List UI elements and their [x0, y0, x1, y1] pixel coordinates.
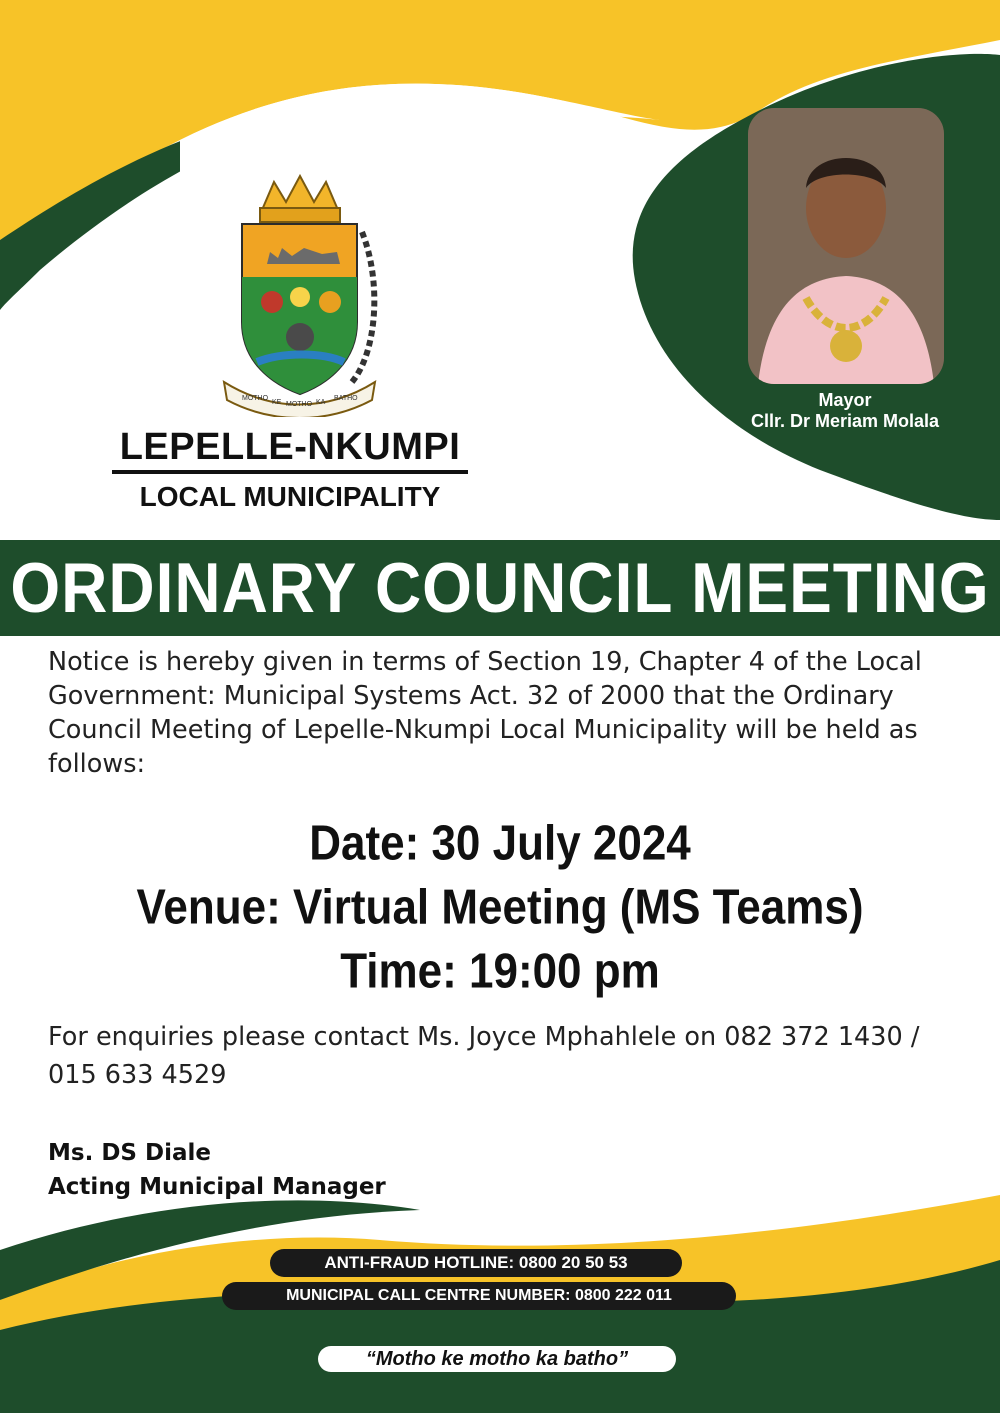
motto-word: BATHO — [334, 395, 358, 402]
municipality-name-line1: LEPELLE-NKUMPI — [112, 426, 468, 474]
slogan: “Motho ke motho ka batho” — [318, 1346, 676, 1372]
municipal-crest-icon — [212, 172, 387, 417]
call-centre-number: MUNICIPAL CALL CENTRE NUMBER: 0800 222 011 — [222, 1282, 736, 1310]
mayor-name: Cllr. Dr Meriam Molala — [750, 411, 940, 431]
signatory — [48, 1136, 648, 1204]
signatory-title: Acting Municipal Manager — [48, 1174, 386, 1200]
notice-text: Notice is hereby given in terms of Section 19, Chapter 4 of the Local Government: Municipal Systems Act. 32 of 2000 that the Ordinary Council Meeting of Lepelle-Nkumpi Local Municipality will be held as follows: — [48, 647, 922, 779]
mayor-title: Mayor — [818, 390, 872, 410]
motto-word: KA — [316, 399, 326, 406]
mayor-caption — [700, 390, 990, 432]
signatory-name: Ms. DS Diale — [48, 1140, 211, 1166]
page-title: ORDINARY COUNCIL MEETING — [10, 548, 990, 628]
mayor-photo — [748, 108, 944, 384]
motto-word: KE — [272, 399, 282, 406]
municipality-name-line2: LOCAL MUNICIPALITY — [139, 481, 441, 512]
meeting-venue: Venue: Virtual Meeting (MS Teams) — [136, 880, 864, 935]
meeting-date: Date: 30 July 2024 — [309, 816, 691, 871]
anti-fraud-hotline: ANTI-FRAUD HOTLINE: 0800 20 50 53 — [270, 1249, 682, 1277]
meeting-time: Time: 19:00 pm — [340, 944, 660, 999]
motto-word: MOTHO — [242, 395, 269, 402]
meeting-details — [0, 812, 1000, 1004]
enquiries-text: For enquiries please contact Ms. Joyce Mphahlele on 082 372 1430 / 015 633 4529 — [48, 1022, 920, 1090]
municipality-name — [112, 426, 468, 516]
motto-word: MOTHO — [286, 401, 313, 408]
